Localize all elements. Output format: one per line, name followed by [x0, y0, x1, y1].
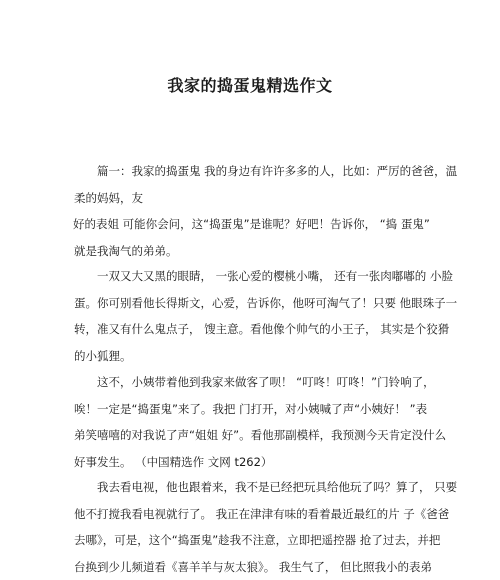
paragraph-line: 蛋。你可别看他长得斯文，心爱，告诉你，他呀可淘气了！只要 他眼珠子一 — [74, 290, 440, 317]
paragraph-line: 弟笑嘻嘻的对我说了声“姐姐 好”。看他那副模样，我预测今天肯定没什么 — [74, 422, 440, 449]
paragraph-line: 这不，小姨带着他到我家来做客了呗！ “叮咚！叮咚！”门铃响了， — [74, 369, 440, 396]
paragraph-line: 我去看电视，他也跟着来，我不是已经把玩具给他玩了吗？算了， 只要 — [74, 474, 440, 501]
document-title: 我家的捣蛋鬼精选作文 — [0, 73, 500, 96]
paragraph-line: 的小狐狸。 — [74, 343, 440, 370]
paragraph-line: 篇一：我家的捣蛋鬼 我的身边有许许多多的人，比如：严厉的爸爸，温 — [74, 158, 440, 185]
paragraph-line: 好的表姐 可能你会问，这“捣蛋鬼”是谁呢？好吧！告诉你， “捣 蛋鬼” — [73, 211, 440, 238]
paragraph-4 — [74, 474, 440, 580]
paragraph-3 — [74, 369, 440, 475]
paragraph-line: 台换到少儿频道看《喜羊羊与灰太狼》。 我生气了， 但比照我小的表弟 — [74, 554, 440, 580]
paragraph-line: 就是我淘气的弟弟。 — [74, 238, 440, 265]
paragraph-line: 去哪》，可是，这个“捣蛋鬼”趁我不注意，立即把遥控器 抢了过去，并把 — [74, 527, 440, 554]
paragraph-line: 好事发生。 （中国精选作 文网 t262） — [74, 449, 440, 476]
paragraph-line: 转，准又有什么鬼点子， 馊主意。看他像个帅气的小王子， 其实是个狡猾 — [74, 316, 440, 343]
paragraph-line: 他不打搅我看电视就行了。 我正在津津有味的看着最近最红的片 子《爸爸 — [74, 501, 440, 528]
paragraph-line: 唉！一定是“捣蛋鬼”来了。我把 门打开，对小姨喊了声“小姨好！ ”表 — [74, 396, 440, 423]
paragraph-2 — [74, 263, 440, 369]
paragraph-line: 柔的妈妈，友 — [74, 185, 440, 212]
paragraph-1 — [74, 158, 440, 264]
paragraph-line: 一双又大又黑的眼睛， 一张心爱的樱桃小嘴， 还有一张肉嘟嘟的 小脸 — [74, 263, 440, 290]
